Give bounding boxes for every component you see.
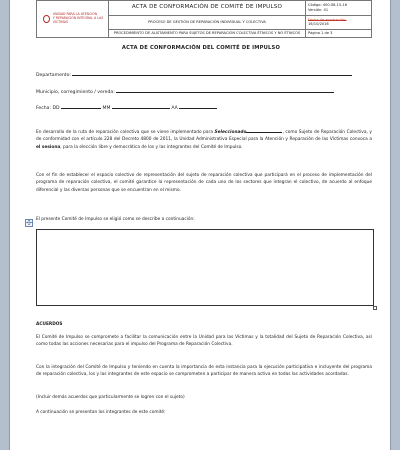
mm-line — [112, 105, 170, 109]
approval-date-label: Fecha de aprobación: — [308, 17, 347, 22]
departamento-line — [72, 72, 352, 76]
table-move-handle-icon[interactable]: ✣ — [26, 219, 32, 227]
date-cell — [306, 15, 372, 30]
paragraph-1: En desarrollo de la ruta de reparación colectiva que se viene implementado para Seleccionado , como Sujeto de Reparación Colectiva, y de conformidad con el artículo 228 del Decreto 4800 de 2011, la Unidad Administrativa Especial para la Atención y Reparación de las Víctimas convoca a el sesiona, para la elección libre y democrática de los y las integrantes del Comité de Impulso. — [36, 130, 372, 150]
fecha-field[interactable] — [36, 105, 217, 111]
paragraph-5: Con la integración del Comité de Impulso y teniendo en cuenta la importancia de esta instancia para la ejecución participativa e incluyente del programa de reparación colectiva, los y las integrantes de este espacio se comprometen a participar de manera activa en todas las actividades acordadas. — [36, 365, 372, 378]
paragraph-3: El presente Comité de Impulso se eligió como se describe a continuación: — [36, 217, 195, 222]
code-cell — [306, 1, 372, 16]
process-cell — [109, 15, 306, 30]
mm-label: MM — [102, 106, 111, 111]
selected-subject: Seleccionado — [214, 130, 247, 135]
logo-text-line-1: UNIDAD PARA LA ATENCIÓN — [52, 12, 98, 17]
paragraph-7: A continuación se presentan los integrantes de este comité: — [36, 410, 166, 415]
document-page — [9, 0, 391, 450]
municipio-field[interactable] — [36, 89, 334, 95]
document-title: ACTA DE CONFORMACIÓN DEL COMITÉ DE IMPULSO — [121, 45, 281, 51]
table-resize-handle[interactable] — [373, 306, 377, 310]
municipio-line — [116, 89, 334, 93]
departamento-label: Departamento: — [36, 73, 71, 78]
paragraph-6: (Incluir demás acuerdos que particularmente se logren con el sujeto) — [36, 395, 185, 400]
document-header-table — [36, 0, 372, 38]
document-title-cell — [109, 1, 306, 16]
departamento-field[interactable] — [36, 72, 352, 78]
dd-line — [61, 105, 101, 109]
committee-description-table[interactable] — [36, 229, 374, 306]
aa-line — [179, 105, 217, 109]
institution-logo-icon — [43, 15, 50, 23]
page-number: Página 1 de 3 — [308, 31, 333, 36]
process-name: PROCESO DE GESTIÓN DE REPARACIÓN INDIVIDUAL Y COLECTIVA — [148, 20, 266, 24]
acuerdos-heading: ACUERDOS — [36, 322, 63, 327]
municipio-label: Municipio, corregimiento / vereda: — [36, 90, 115, 95]
page-number-cell — [306, 30, 372, 38]
procedure-name: PROCEDIMIENTO DE ALISTAMIENTO PARA SUJETOS DE REPARACIÓN COLECTIVA ÉTNICOS Y NO ÉTNICOS — [113, 31, 301, 36]
logo-cell — [37, 1, 109, 38]
procedure-cell — [109, 30, 306, 38]
paragraph-2: Con el fin de establecer el espacio colectivo de representación del sujeto de reparación colectiva que participará en el proceso de implementación del programa de reparación colectiva, el comité garantice la representación de cada uno de los sectores que integran el colectivo, de acuerdo al enfoque diferencial y las diversas personas que se encuentran en el mismo. — [36, 173, 372, 193]
aa-label: AA — [171, 106, 178, 111]
approval-date-value: 16/10/2016 — [308, 22, 329, 27]
document-header-title: ACTA DE CONFORMACIÓN DE COMITÉ DE IMPULSO — [131, 4, 283, 11]
logo-text-line-2: Y REPARACIÓN INTEGRAL A LAS VÍCTIMAS — [52, 16, 104, 24]
paragraph-4: El Comité de Impulso se compromete a facilitar la comunicación entre la Unidad para las Víctimas y la totalidad del Sujeto de Reparación Colectiva, así como todas las acciones necesarias para el impulso del Programa de Reparación Colectiva. — [36, 335, 372, 348]
logo — [39, 1, 106, 37]
doc-version: Versión: 01 — [308, 7, 329, 12]
doc-code: Código: 400.08.15-16 — [308, 3, 347, 8]
fecha-dd-label: Fecha: DD — [36, 106, 60, 111]
